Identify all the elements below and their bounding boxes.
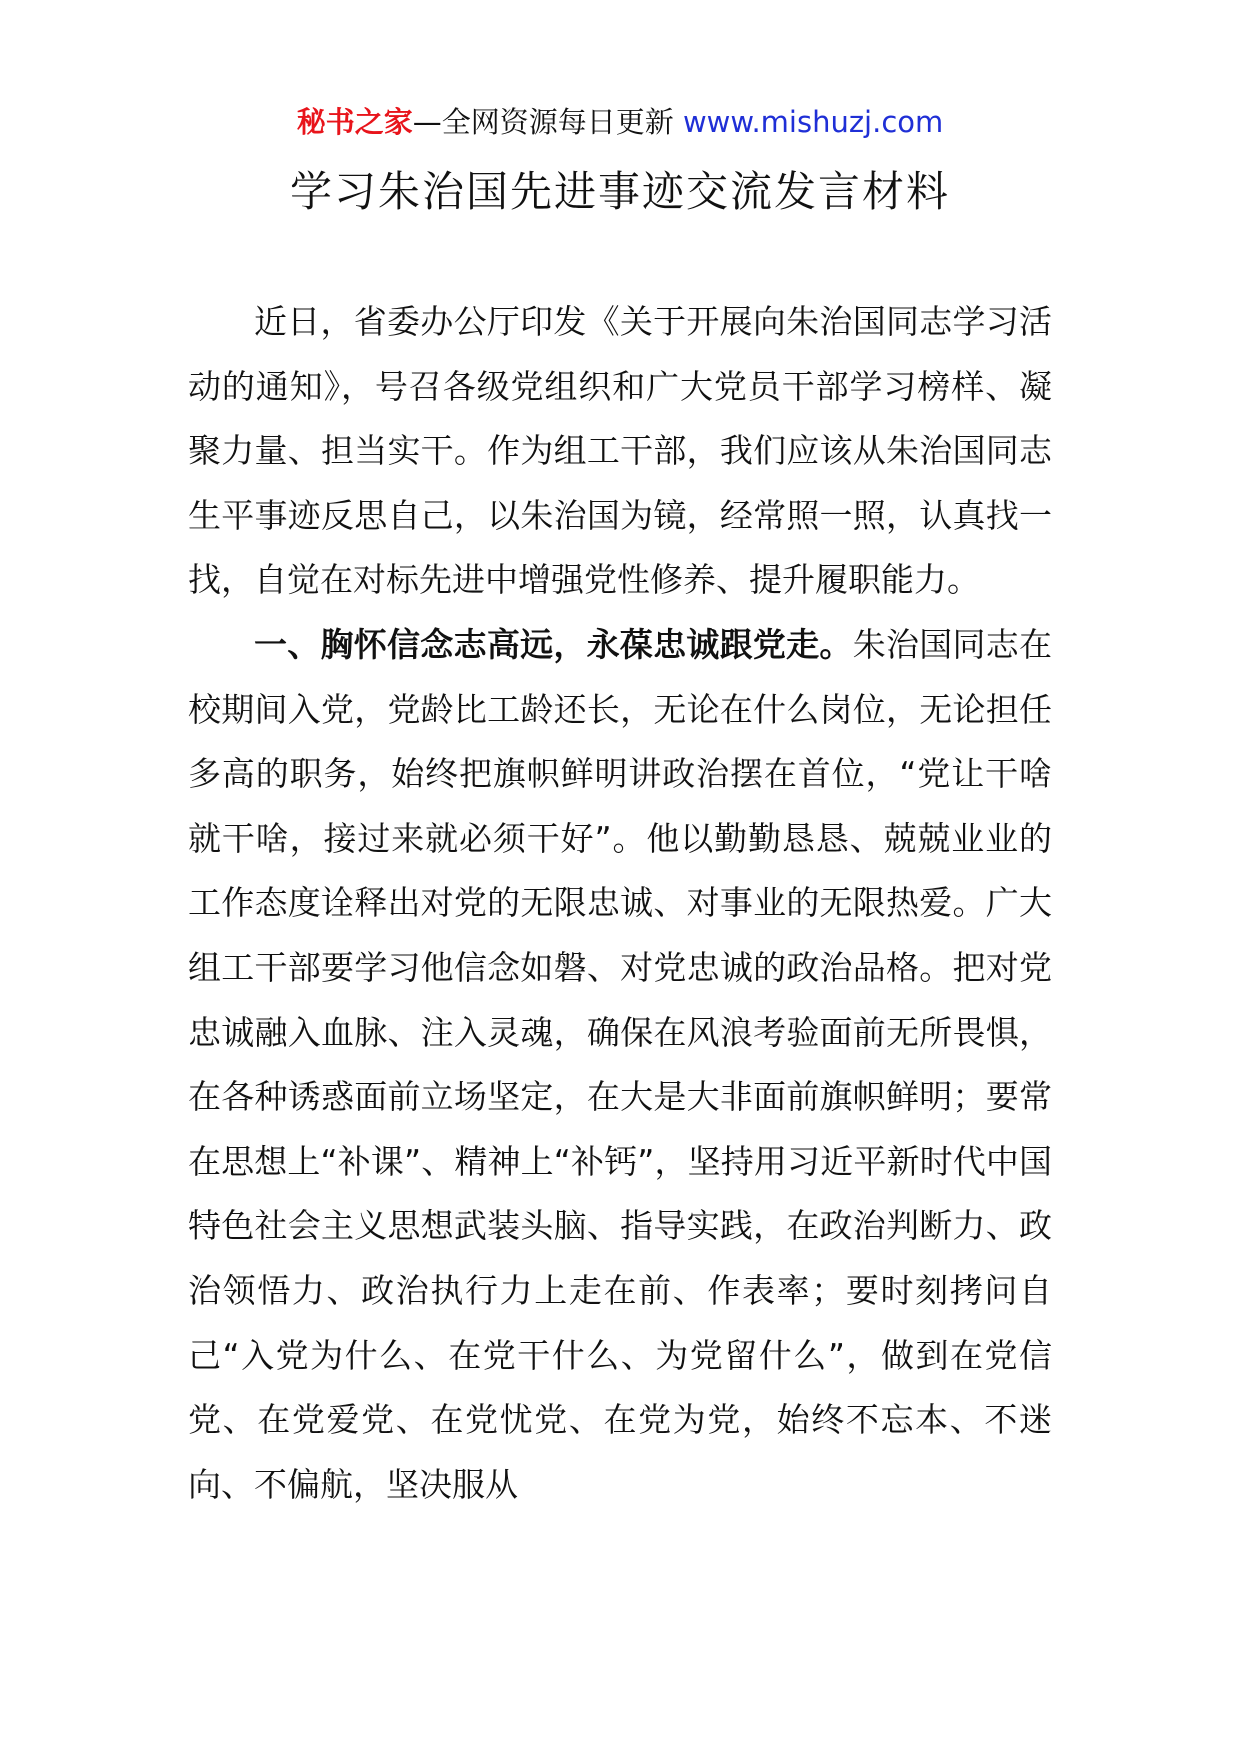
paragraph-text: 近日，省委办公厅印发《关于开展向朱治国同志学习活动的通知》，号召各级党组织和广大党员干部学习榜样、凝聚力量、担当实干。作为组工干部，我们应该从朱治国同志生平事迹反思自己，以朱治国为镜，经常照一照，认真找一找，自觉在对标先进中增强党性修养、提升履职能力。	[188, 302, 1052, 600]
paragraph-section-1	[188, 613, 1052, 1517]
paragraph-intro	[188, 290, 1052, 613]
header-tagline: —全网资源每日更新	[412, 105, 683, 139]
site-header	[0, 100, 1240, 144]
section-heading: 一、胸怀信念志高远，永葆忠诚跟党走。	[254, 624, 853, 664]
brand-name: 秘书之家	[296, 105, 413, 139]
paragraph-text: 朱治国同志在校期间入党，党龄比工龄还长，无论在什么岗位，无论担任多高的职务，始终把旗帜鲜明讲政治摆在首位，“党让干啥就干啥，接过来就必须干好”。他以勤勤恳恳、兢兢业业的工作态度诠释出对党的无限忠诚、对事业的无限热爱。广大组工干部要学习他信念如磐、对党忠诚的政治品格。把对党忠诚融入血脉、注入灵魂，确保在风浪考验面前无所畏惧，在各种诱惑面前立场坚定，在大是大非面前旗帜鲜明；要常在思想上“补课”、精神上“补钙”，坚持用习近平新时代中国特色社会主义思想武装头脑、指导实践，在政治判断力、政治领悟力、政治执行力上走在前、作表率；要时刻拷问自己“入党为什么、在党干什么、为党留什么”，做到在党信党、在党爱党、在党忧党、在党为党，始终不忘本、不迷向、不偏航，坚决服从	[188, 624, 1053, 1504]
document-body	[188, 290, 1052, 1517]
site-url-link[interactable]: www.mishuzj.com	[682, 105, 944, 139]
document-title: 学习朱治国先进事迹交流发言材料	[289, 167, 950, 216]
